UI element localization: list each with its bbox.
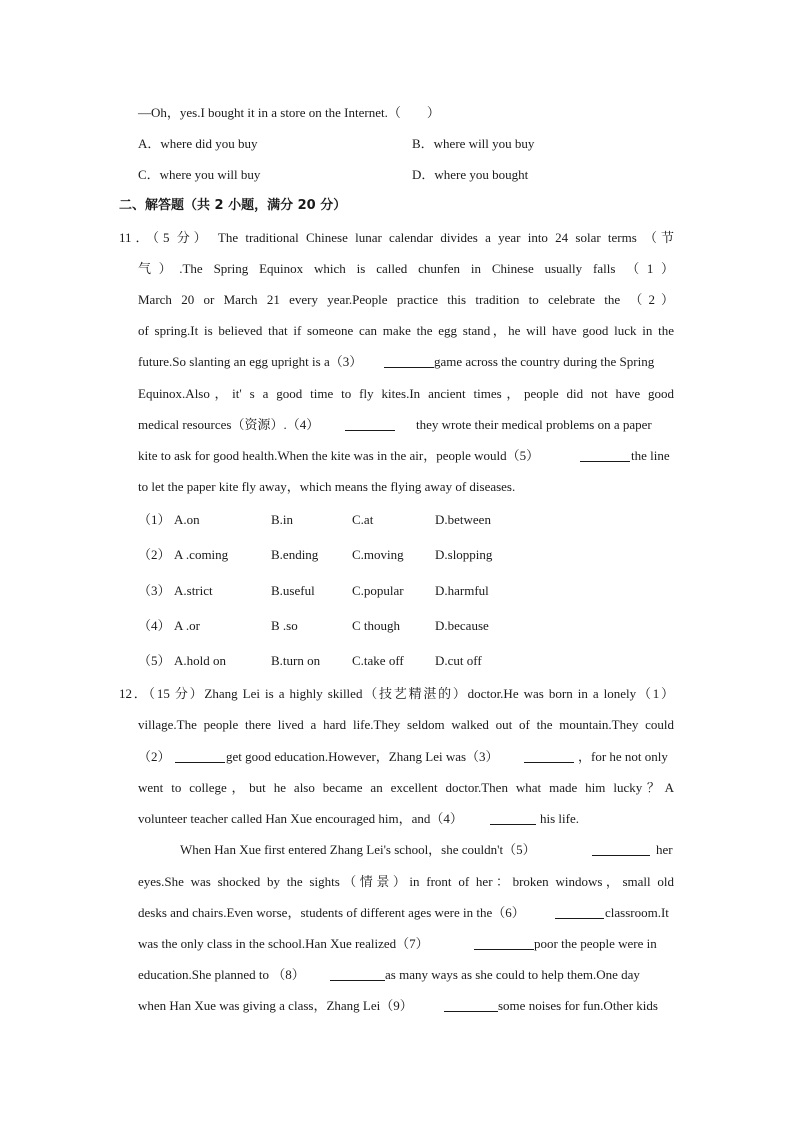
q11-line-7a: medical resources（资源）.（4） — [138, 417, 320, 432]
choice-c[interactable]: C.moving — [352, 547, 404, 562]
q12-para2-line-6b: some noises for fun.Other kids — [498, 998, 658, 1013]
choice-d[interactable]: D.between — [435, 512, 491, 527]
q10-answer-line: —Oh，yes.I bought it in a store on the Internet.（ ） — [138, 105, 440, 120]
option-text: where did you buy — [160, 136, 258, 151]
q11-line-4: of spring.It is believed that if someone can make the egg stand，he will have good luck in the — [138, 323, 674, 338]
q12-blank-3[interactable] — [524, 749, 574, 763]
q12-para2-line-3b: classroom.It — [605, 905, 669, 920]
q12-blank-9[interactable] — [444, 998, 498, 1012]
choice-number: （3） — [138, 583, 171, 598]
choice-a[interactable]: A .coming — [174, 547, 229, 562]
option-letter: D． — [412, 167, 435, 182]
choice-c[interactable]: C.at — [352, 512, 374, 527]
choice-a[interactable]: A.on — [174, 512, 200, 527]
q11-line-1: 11．（5 分） The traditional Chinese lunar calendar divides a year into 24 solar terms （节 — [119, 230, 674, 245]
choice-number: （4） — [138, 618, 171, 633]
choice-c[interactable]: C.popular — [352, 583, 404, 598]
q11-line-5a: future.So slanting an egg upright is a（3） — [138, 354, 363, 369]
q12-line-2: village.The people there lived a hard life.They seldom walked out of the mountain.They could — [138, 717, 674, 732]
q11-line-3: March 20 or March 21 every year.People practice this tradition to celebrate the （2） — [138, 292, 674, 307]
choice-b[interactable]: B.turn on — [271, 653, 321, 668]
q12-line-4: went to college，but he also became an excellent doctor.Then what made him lucky？A — [138, 780, 674, 795]
q12-para2-line-1b: her — [656, 842, 673, 857]
choice-c[interactable]: C though — [352, 618, 401, 633]
choice-number: （1） — [138, 512, 171, 527]
q12-blank-8[interactable] — [330, 967, 385, 981]
q12-line-1: 12．（15 分）Zhang Lei is a highly skilled（技艺精湛的）doctor.He was born in a lonely（1） — [119, 686, 674, 701]
choice-number: （2） — [138, 547, 171, 562]
option-letter: A． — [138, 136, 161, 151]
q10-option-c[interactable] — [138, 166, 260, 184]
q11-line-8a: kite to ask for good health.When the kite was in the air，people would（5） — [138, 448, 540, 463]
q11-line-7b: they wrote their medical problems on a paper — [416, 417, 652, 432]
option-text: where you bought — [434, 167, 529, 182]
choice-a[interactable]: A.strict — [174, 583, 213, 598]
q11-blank-5[interactable] — [580, 448, 630, 462]
q12-para2-line-5b: as many ways as she could to help them.One day — [385, 967, 640, 982]
q12-line-5a: volunteer teacher called Han Xue encouraged him，and（4） — [138, 811, 463, 826]
q11-line-2: 气）.The Spring Equinox which is called chunfen in Chinese usually falls （1） — [138, 261, 674, 276]
q12-blank-7[interactable] — [474, 936, 534, 950]
option-letter: B． — [412, 136, 434, 151]
q12-line-3c: ，for he not only — [578, 749, 668, 764]
choice-b[interactable]: B.ending — [271, 547, 319, 562]
choice-d[interactable]: D.slopping — [435, 547, 493, 562]
option-text: where will you buy — [433, 136, 535, 151]
q12-blank-2[interactable] — [175, 749, 225, 763]
q11-blank-3[interactable] — [384, 354, 434, 368]
q12-para2-line-4a: was the only class in the school.Han Xue realized（7） — [138, 936, 429, 951]
q12-line-3b: get good education.However，Zhang Lei was（3） — [226, 749, 499, 764]
choice-b[interactable]: B.useful — [271, 583, 315, 598]
choice-c[interactable]: C.take off — [352, 653, 404, 668]
q12-para2-line-1a: When Han Xue first entered Zhang Lei's school，she couldn't（5） — [180, 842, 536, 857]
q12-blank-6[interactable] — [555, 905, 604, 919]
choice-d[interactable]: D.cut off — [435, 653, 482, 668]
choice-a[interactable]: A .or — [174, 618, 200, 633]
q12-line-5b: his life. — [540, 811, 579, 826]
q11-line-9: to let the paper kite fly away，which means the flying away of diseases. — [138, 479, 516, 494]
q11-blank-4[interactable] — [345, 417, 395, 431]
q10-option-b[interactable] — [412, 135, 534, 153]
choice-a[interactable]: A.hold on — [174, 653, 226, 668]
q12-para2-line-2: eyes.She was shocked by the sights（情景）in front of her：broken windows，small old — [138, 874, 674, 889]
q12-blank-5[interactable] — [592, 842, 650, 856]
option-text: where you will buy — [159, 167, 261, 182]
q12-para2-line-6a: when Han Xue was giving a class，Zhang Lei（9） — [138, 998, 413, 1013]
q12-para2-line-4b: poor the people were in — [534, 936, 657, 951]
q11-line-5b: game across the country during the Spring — [434, 354, 655, 369]
choice-d[interactable]: D.harmful — [435, 583, 489, 598]
choice-d[interactable]: D.because — [435, 618, 489, 633]
section-heading: 二、解答题（共 2 小题，满分 20 分） — [119, 198, 347, 213]
q11-line-8b: the line — [631, 448, 670, 463]
q12-line-3a: （2） — [138, 749, 171, 764]
q10-option-d[interactable] — [412, 166, 528, 184]
q12-blank-4[interactable] — [490, 811, 536, 825]
q11-line-6: Equinox.Also，it' s a good time to fly kites.In ancient times，people did not have good — [138, 386, 674, 401]
choice-number: （5） — [138, 653, 171, 668]
choice-b[interactable]: B .so — [271, 618, 298, 633]
choice-b[interactable]: B.in — [271, 512, 294, 527]
q12-para2-line-5a: education.She planned to （8） — [138, 967, 305, 982]
q12-para2-line-3a: desks and chairs.Even worse，students of different ages were in the（6） — [138, 905, 525, 920]
q10-option-a[interactable] — [138, 135, 258, 153]
option-letter: C． — [138, 167, 160, 182]
